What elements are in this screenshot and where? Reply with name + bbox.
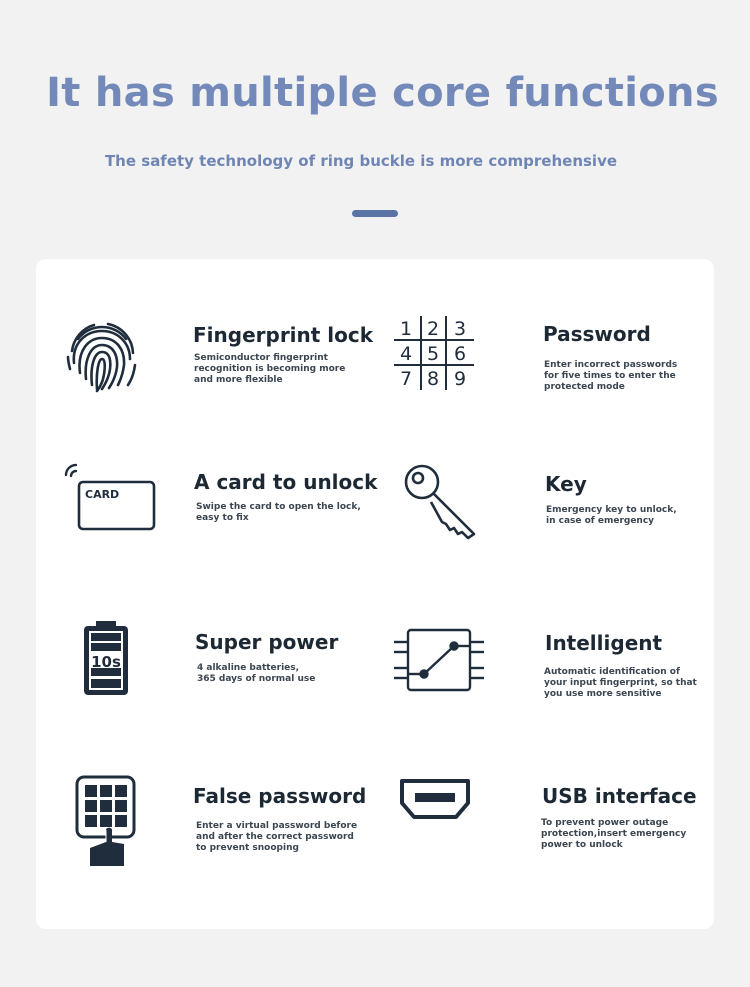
card-icon — [62, 463, 158, 535]
usb-port-icon — [398, 777, 472, 821]
key-desc: Emergency key to unlock, in case of emergency — [546, 505, 677, 526]
keypad-key: 3 — [453, 318, 467, 340]
card-desc: Swipe the card to open the lock, easy to fix — [196, 502, 361, 523]
card-label: CARD — [85, 488, 120, 501]
page-subtitle: The safety technology of ring buckle is more comprehensive — [104, 152, 618, 170]
keypad-icon — [392, 314, 476, 392]
battery-icon — [82, 619, 130, 697]
fingerprint-icon — [64, 317, 140, 393]
keypad-key: 4 — [399, 343, 413, 365]
key-title: Key — [545, 472, 587, 496]
keypad-key: 2 — [426, 318, 440, 340]
page-title: It has multiple core functions — [46, 70, 719, 116]
card-title: A card to unlock — [194, 470, 378, 494]
keypad-touch-icon — [74, 774, 138, 868]
fingerprint-title: Fingerprint lock — [193, 323, 374, 347]
chip-icon — [392, 626, 486, 694]
intelligent-title: Intelligent — [545, 631, 663, 655]
battery-label: 10s — [91, 653, 121, 671]
intelligent-desc: Automatic identification of your input fingerprint, so that you use more sensitive — [544, 667, 697, 699]
keypad-key: 1 — [399, 318, 413, 340]
usb-desc: To prevent power outage protection,insert emergency power to unlock — [541, 818, 687, 850]
keypad-key: 7 — [399, 368, 413, 390]
usb-title: USB interface — [542, 784, 697, 808]
title-divider — [352, 210, 398, 217]
keypad-key: 6 — [453, 343, 467, 365]
password-desc: Enter incorrect passwords for five times to enter the protected mode — [544, 360, 678, 392]
keypad-key: 5 — [426, 343, 440, 365]
password-title: Password — [543, 322, 651, 346]
key-icon — [402, 462, 482, 540]
false-password-title: False password — [193, 784, 367, 808]
keypad-key: 9 — [453, 368, 467, 390]
power-title: Super power — [195, 630, 339, 654]
keypad-key: 8 — [426, 368, 440, 390]
power-desc: 4 alkaline batteries, 365 days of normal use — [197, 663, 316, 684]
fingerprint-desc: Semiconductor fingerprint recognition is becoming more and more flexible — [194, 353, 346, 385]
false-password-desc: Enter a virtual password before and after the correct password to prevent snooping — [196, 821, 358, 853]
